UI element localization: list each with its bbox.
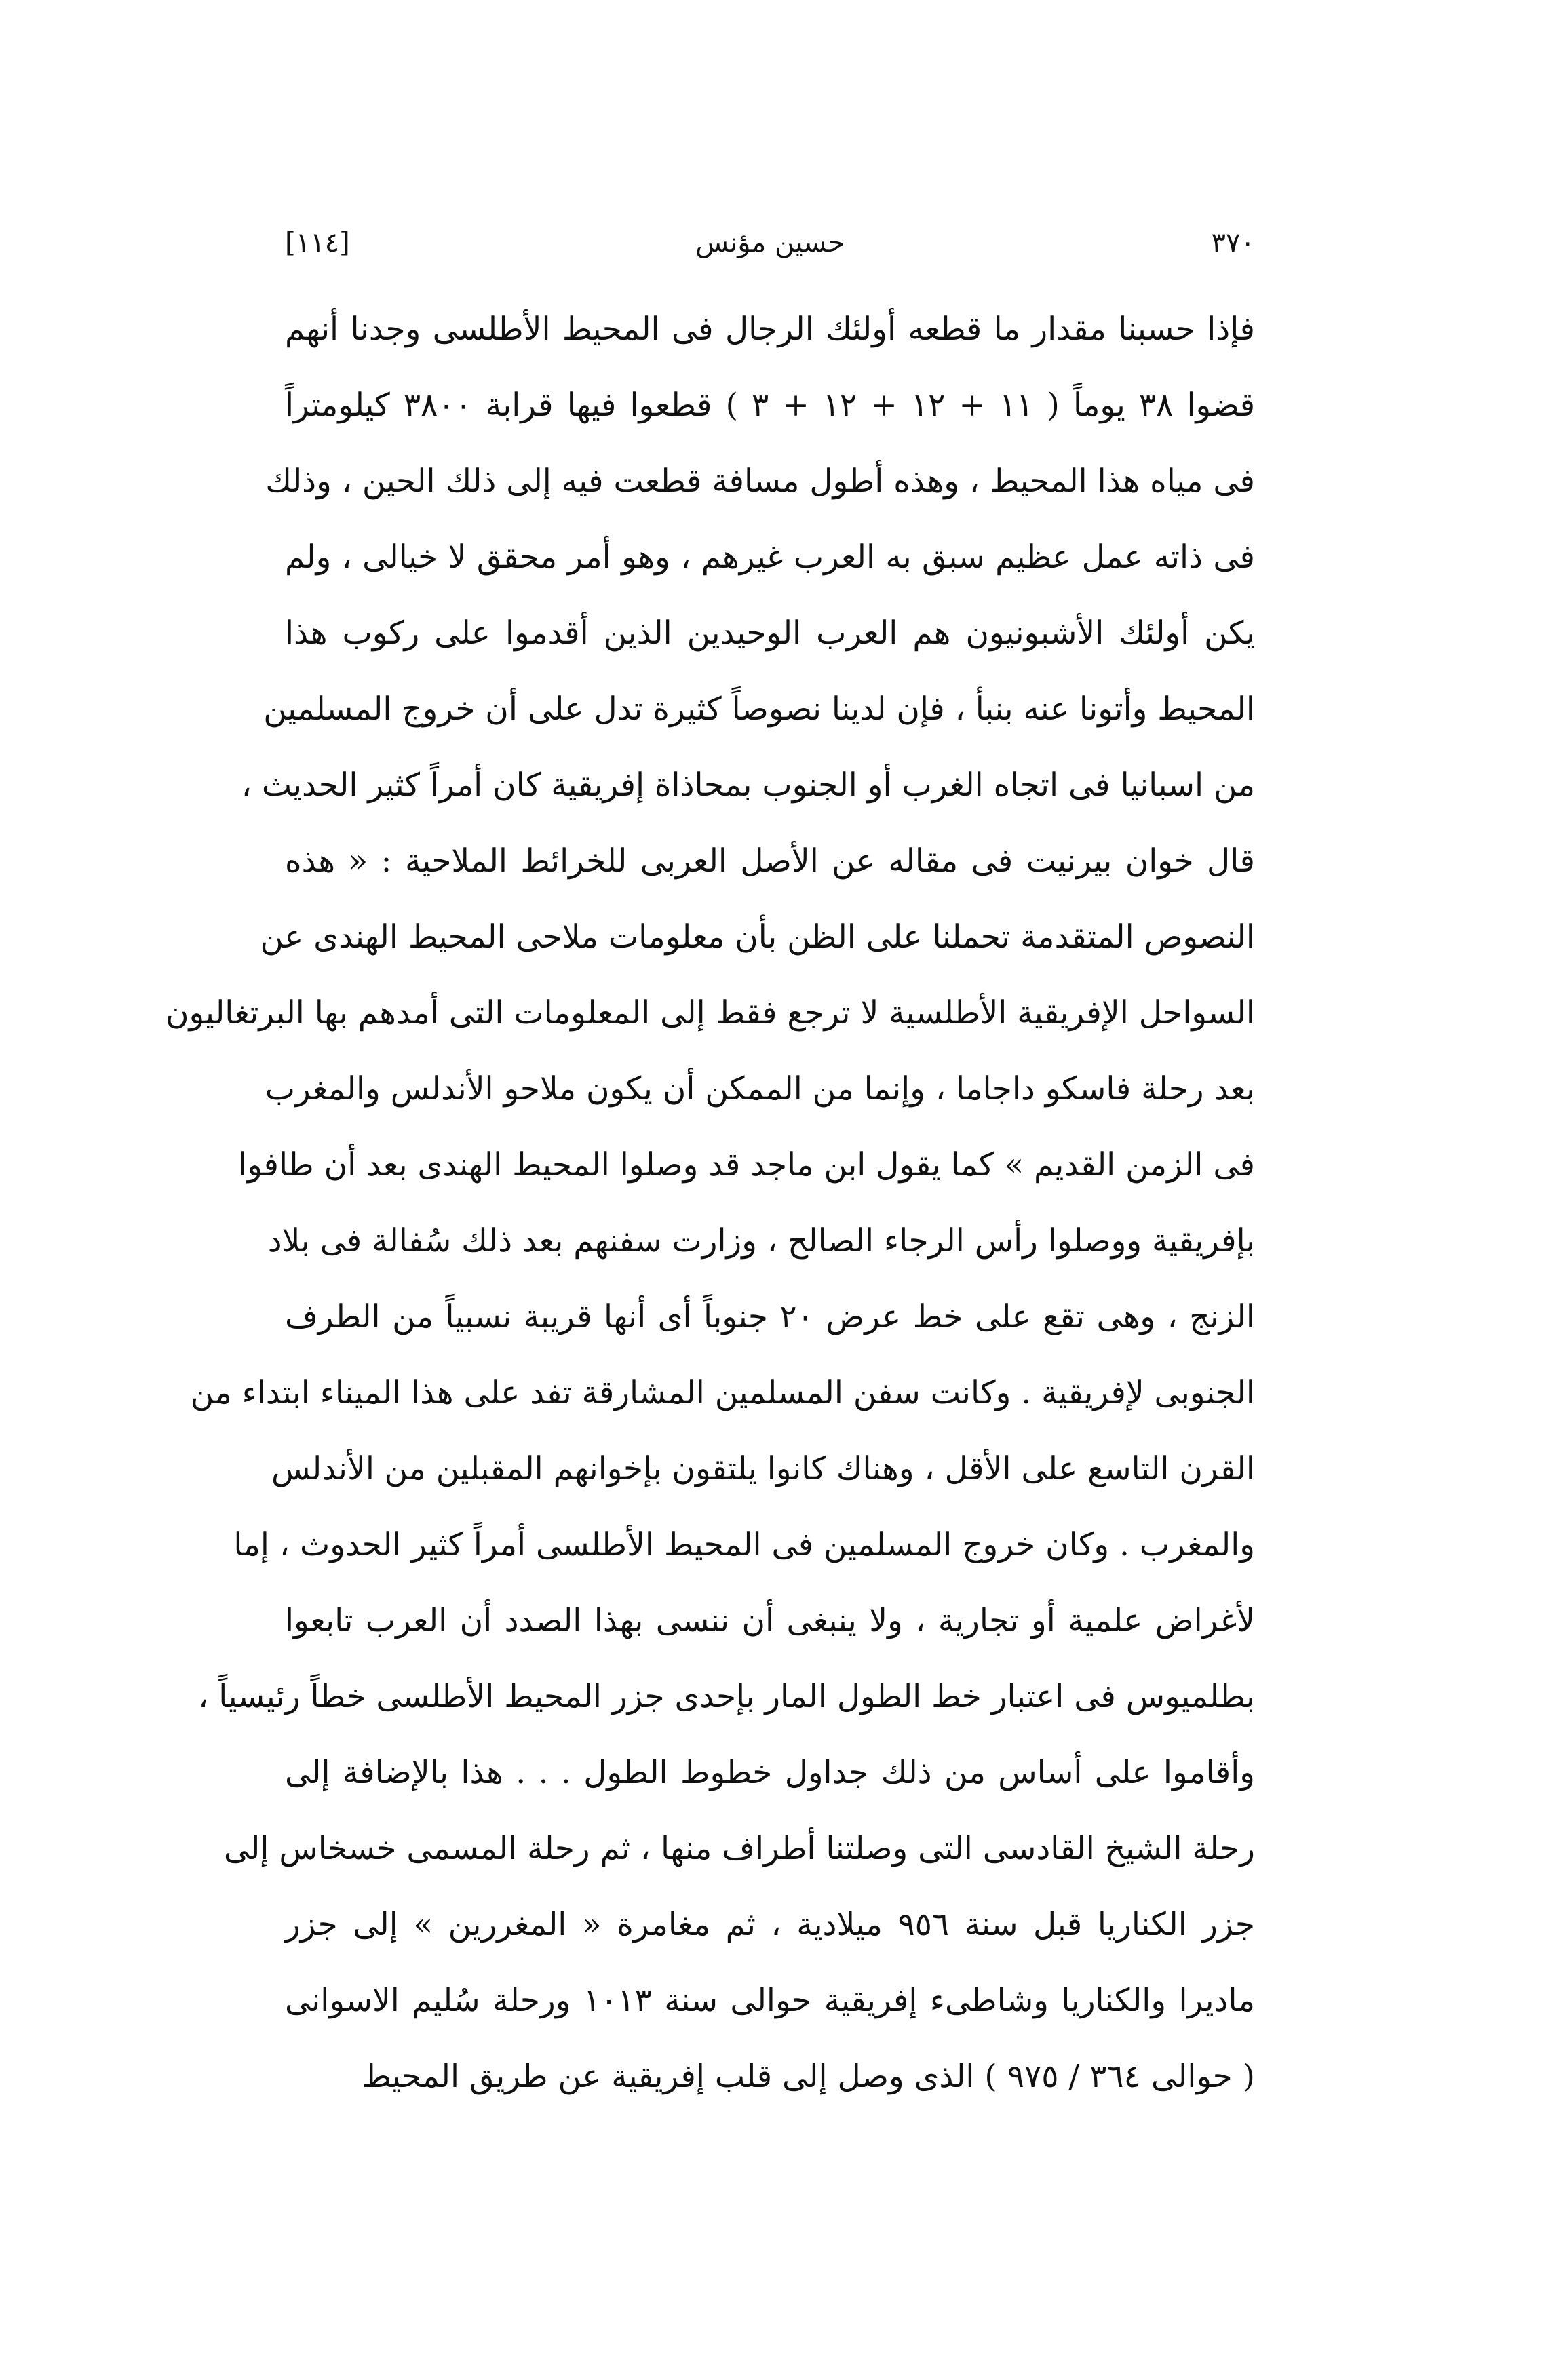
page-number: ٣٧٠ — [1211, 227, 1255, 258]
text-line: يكن أولئك الأشبونيون هم العرب الوحيدين الذين أقدموا على ركوب هذا — [285, 614, 1255, 652]
text-line: بإفريقية ووصلوا رأس الرجاء الصالح ، وزارت سفنهم بعد ذلك سُفالة فى بلاد — [267, 1222, 1255, 1260]
text-line: ( حوالى ٣٦٤ / ٩٧٥ ) الذى وصل إلى قلب إفريقية عن طريق المحيط — [362, 2058, 1255, 2095]
text-line: لأغراض علمية أو تجارية ، ولا ينبغى أن ننسى بهذا الصدد أن العرب تابعوا — [285, 1602, 1255, 1639]
text-line: قضوا ٣٨ يوماً ( ١١ + ١٢ + ١٢ + ٣ ) قطعوا فيها قرابة ٣٨٠٠ كيلومتراً — [285, 387, 1256, 424]
text-line: فى مياه هذا المحيط ، وهذه أطول مسافة قطعت فيه إلى ذلك الحين ، وذلك — [265, 463, 1255, 500]
text-line: فى ذاته عمل عظيم سبق به العرب غيرهم ، وهو أمر محقق لا خيالى ، ولم — [285, 539, 1255, 576]
text-line: بطلميوس فى اعتبار خط الطول المار بإحدى جزر المحيط الأطلسى خطاً رئيسياً ، — [198, 1678, 1255, 1715]
section-reference: [١١٤] — [285, 227, 350, 258]
running-head-author: حسين مؤنس — [695, 227, 845, 258]
text-line: ماديرا والكناريا وشاطىء إفريقية حوالى سنة ١٠١٣ ورحلة سُليم الاسوانى — [285, 1982, 1255, 2019]
text-line: جزر الكناريا قبل سنة ٩٥٦ ميلادية ، ثم مغامرة « المغررين » إلى جزر — [285, 1906, 1255, 1943]
body-text — [165, 292, 1256, 2115]
text-line: بعد رحلة فاسكو داجاما ، وإنما من الممكن أن يكون ملاحو الأندلس والمغرب — [265, 1070, 1255, 1108]
text-line: السواحل الإفريقية الأطلسية لا ترجع فقط إلى المعلومات التى أمدهم بها البرتغاليون — [165, 994, 1255, 1032]
text-line: فى الزمن القديم » كما يقول ابن ماجد قد وصلوا المحيط الهندى بعد أن طافوا — [238, 1146, 1255, 1184]
text-line: القرن التاسع على الأقل ، وهناك كانوا يلتقون بإخوانهم المقبلين من الأندلس — [271, 1450, 1255, 1487]
text-line: المحيط وأتونا عنه بنبأ ، فإن لدينا نصوصاً كثيرة تدل على أن خروج المسلمين — [263, 690, 1255, 728]
text-line: فإذا حسبنا مقدار ما قطعه أولئك الرجال فى المحيط الأطلسى وجدنا أنهم — [285, 311, 1255, 348]
text-line: والمغرب . وكان خروج المسلمين فى المحيط الأطلسى أمراً كثير الحدوث ، إما — [233, 1526, 1255, 1563]
text-line: وأقاموا على أساس من ذلك جداول خطوط الطول . . . هذا بالإضافة إلى — [285, 1754, 1255, 1791]
text-line: رحلة الشيخ القادسى التى وصلتنا أطراف منها ، ثم رحلة المسمى خسخاس إلى — [223, 1830, 1255, 1867]
text-line: النصوص المتقدمة تحملنا على الظن بأن معلومات ملاحى المحيط الهندى عن — [260, 918, 1255, 956]
text-line: قال خوان بيرنيت فى مقاله عن الأصل العربى للخرائط الملاحية : « هذه — [285, 842, 1255, 880]
text-line: الجنوبى لإفريقية . وكانت سفن المسلمين المشارقة تفد على هذا الميناء ابتداء من — [190, 1374, 1255, 1411]
text-line: من اسبانيا فى اتجاه الغرب أو الجنوب بمحاذاة إفريقية كان أمراً كثير الحديث ، — [241, 766, 1255, 804]
running-header — [285, 216, 1255, 270]
text-line: الزنج ، وهى تقع على خط عرض ٢٠ جنوباً أى أنها قريبة نسبياً من الطرف — [285, 1298, 1255, 1335]
